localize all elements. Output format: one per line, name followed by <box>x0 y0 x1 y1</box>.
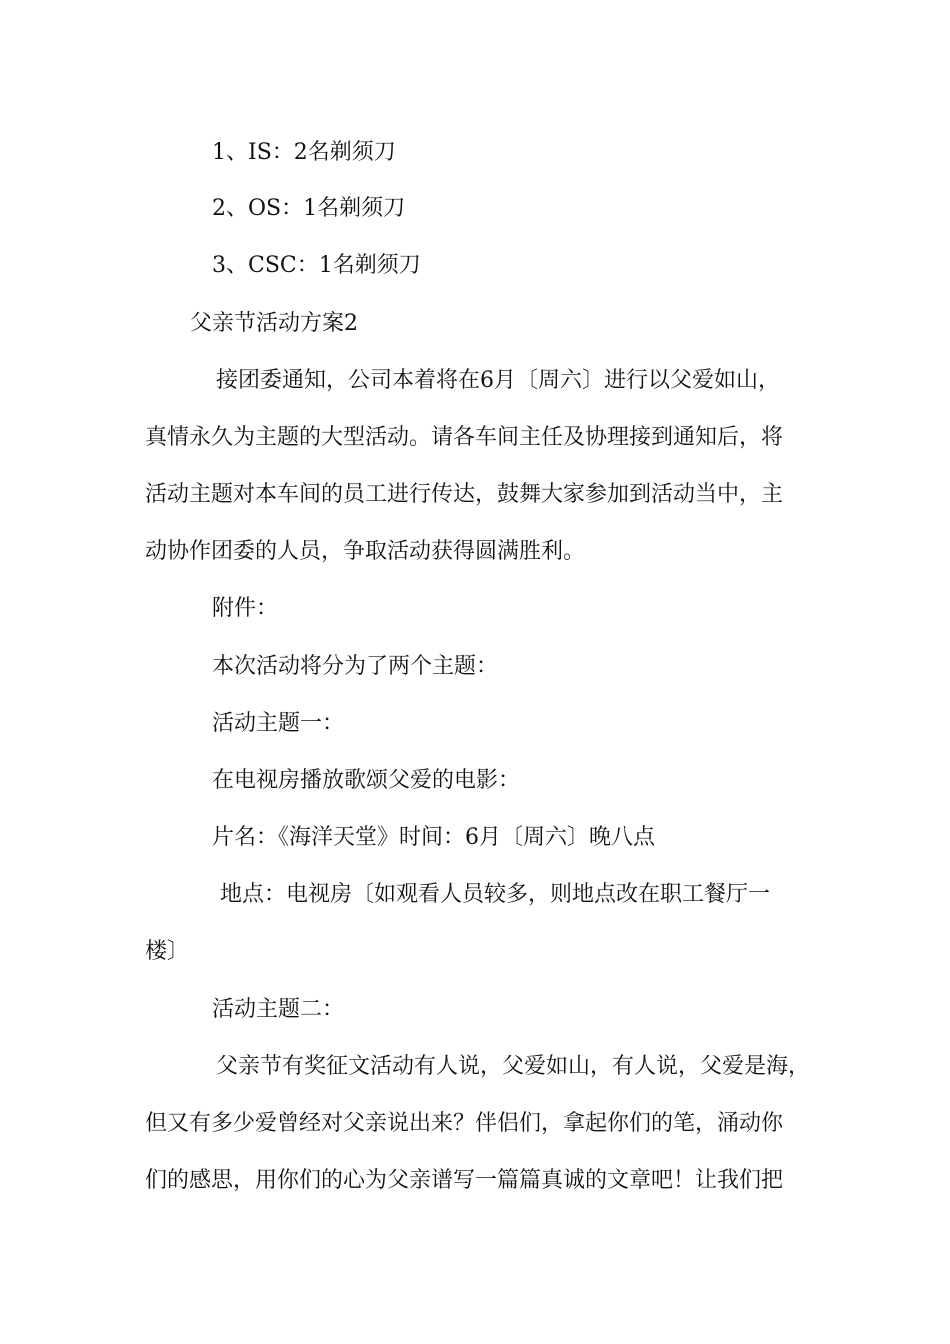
location-line: 楼〕 <box>145 939 190 964</box>
location-line: 地点：电视房〔如观看人员较多，则地点改在职工餐厅一 <box>220 882 771 907</box>
notice-paragraph-line: 真情永久为主题的大型活动。请各车间主任及协理接到通知后，将 <box>145 425 784 450</box>
attachment-label: 附件： <box>212 596 279 621</box>
film-line: 片名：《海洋天堂》时间：6月〔周六〕晚八点 <box>212 825 655 850</box>
theme-one-description: 在电视房播放歌颂父爱的电影： <box>212 768 521 793</box>
notice-paragraph-line: 动协作团委的人员，争取活动获得圆满胜利。 <box>145 539 586 564</box>
notice-paragraph-line: 接团委通知，公司本着将在6月〔周六〕进行以父爱如山， <box>216 368 780 393</box>
theme-two-paragraph-line: 父亲节有奖征文活动有人说，父爱如山，有人说，父爱是海， <box>216 1054 811 1079</box>
list-item-is: 1、IS：2名剃须刀 <box>212 140 396 165</box>
theme-two-paragraph-line: 但又有多少爱曾经对父亲说出来？伴侣们，拿起你们的笔，涌动你 <box>145 1111 784 1136</box>
list-item-csc: 3、CSC：1名剃须刀 <box>212 253 421 278</box>
theme-two-paragraph-line: 们的感思，用你们的心为父亲谱写一篇篇真诚的文章吧！让我们把 <box>145 1168 784 1193</box>
theme-one-heading: 活动主题一： <box>212 711 345 736</box>
list-item-os: 2、OS：1名剃须刀 <box>212 196 406 221</box>
notice-paragraph-line: 活动主题对本车间的员工进行传达，鼓舞大家参加到活动当中，主 <box>145 482 784 507</box>
theme-two-heading: 活动主题二： <box>212 997 345 1022</box>
section-title: 父亲节活动方案2 <box>190 311 358 336</box>
themes-intro: 本次活动将分为了两个主题： <box>212 654 499 679</box>
